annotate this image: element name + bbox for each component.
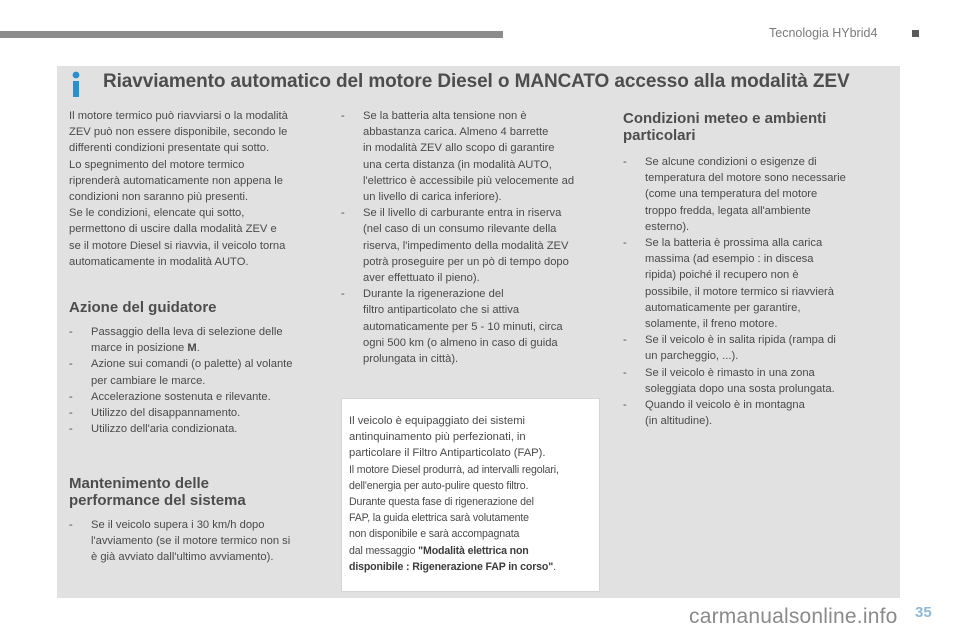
list-item [69,405,321,421]
bullet-dash: - [623,156,627,168]
weather-section [623,110,885,429]
list-item-line: esterno). [645,220,690,233]
list-item [69,421,321,437]
list-item [341,205,603,286]
driver-action-list [69,324,321,437]
list-item-line: in modalità ZEV allo scopo di garantire [363,142,555,155]
list-item-line: potrà proseguire per un pò di tempo dopo [363,255,569,268]
note-line: Durante questa fase di rigenerazione del [349,496,534,509]
list-item-line: è già avviato dall'ultimo avviamento). [91,551,274,564]
list-item-line: Se il veicolo è in salita ripida (rampa di [645,334,836,347]
bullet-dash: - [69,519,73,531]
performance-heading [69,475,321,509]
bullet-dash: - [69,423,73,436]
bullet-dash: - [623,399,627,412]
note-line: Il motore Diesel produrrà, ad intervalli regolari, [349,463,559,476]
header-rule [0,31,503,38]
list-item-line: un parcheggio, ...). [645,350,739,363]
list-item-line: Passaggio della leva di selezione delle [91,326,283,338]
fap-note-text [349,413,599,575]
list-item-line: possibile, il motore termico si riavvierà [645,285,835,298]
dashboard-message: "Modalità elettrica non [418,544,529,557]
bullet-dash: - [341,288,345,301]
list-item-line: Se la batteria è prossima alla carica [645,237,823,250]
list-item-line: Utilizzo dell'aria condizionata. [91,423,238,436]
intro-line: automaticamente in modalità AUTO. [69,255,249,268]
list-item-line: (in altitudine). [645,415,713,428]
list-item [623,332,885,364]
list-item [69,324,321,356]
list-item-line: Se il veicolo è rimasto in una zona [645,366,815,379]
note-line: non disponibile e sarà accompagnata [349,528,520,541]
list-item [623,365,885,397]
note-line: dell'energia per auto-pulire questo filtro. [349,479,529,492]
bullet-dash: - [341,207,345,220]
weather-list [623,154,885,429]
intro-line: riprenderà automaticamente non appena le [69,174,283,187]
gear-position-label: M [187,342,197,355]
list-item-line: Durante la rigenerazione del [363,288,504,301]
list-item-line: troppo fredda, legata all'ambiente [645,204,811,217]
list-item-line: aver effettuato il pieno). [363,272,480,285]
list-item [623,397,885,429]
intro-line: Lo spegnimento del motore termico [69,158,245,171]
dashboard-message: disponibile : Rigenerazione FAP in corso" [349,560,554,573]
list-item-line: massima (ad esempio : in discesa [645,253,814,266]
list-item-line: automaticamente per garantire, [645,301,801,314]
info-icon [65,66,87,98]
list-item [341,108,603,205]
list-item-line: Se il livello di carburante entra in riserva [363,207,562,220]
list-item-line: l'elettrico è accessibile più velocemente ad [363,174,575,187]
intro-line: se il motore Diesel si riavvia, il veicolo torna [69,239,286,252]
list-item-line: soleggiata dopo una sosta prolungata. [645,382,835,395]
bullet-dash: - [69,358,73,371]
list-item-line: abbastanza carica. Almeno 4 barrette [363,126,549,139]
bullet-dash: - [69,390,73,403]
note-line: antinquinamento più perfezionati, in [349,431,526,444]
list-item-line: automaticamente per 5 - 10 minuti, circa [363,320,563,333]
intro-line: ZEV può non essere disponibile, secondo le [69,126,288,139]
list-item-line: ogni 500 km (o almeno in caso di guida [363,336,558,349]
performance-section [69,475,321,566]
note-line: Il veicolo è equipaggiato dei sistemi [349,415,525,427]
section-title: Tecnologia HYbrid4 [769,26,878,40]
list-item [69,517,321,566]
note-line: particolare il Filtro Antiparticolato (FAP). [349,447,546,460]
page-number: 35 [915,604,932,621]
list-item-line: Azione sui comandi (o palette) al volante [91,358,293,371]
punctuation: . [196,342,200,355]
heading-line: Condizioni meteo e ambienti [623,110,827,127]
heading-line: performance del sistema [69,492,246,509]
list-item [623,235,885,332]
bullet-dash: - [623,334,627,347]
driver-action-heading: Azione del guidatore [69,299,217,316]
bullet-dash: - [69,326,73,338]
performance-list [69,517,321,566]
list-item-line: Quando il veicolo è in montagna [645,399,805,412]
list-item [69,356,321,388]
watermark: carmanualsonline.info [689,605,898,628]
bullet-dash: - [623,366,627,379]
note-line: dal messaggio [349,544,419,557]
list-item-line: un livello di carica inferiore). [363,191,502,204]
intro-line: Se le condizioni, elencate qui sotto, [69,207,245,220]
heading-line: Mantenimento delle [69,475,210,492]
list-item-line: filtro antiparticolato che si attiva [363,304,520,317]
list-item-line: Accelerazione sostenuta e rilevante. [91,390,271,403]
list-item-line: solamente, il freno motore. [645,318,778,331]
list-item-line: (come una temperatura del motore [645,188,818,201]
list-item-line: Se la batteria alta tensione non è [363,110,527,122]
weather-heading [623,110,885,144]
page-title: Riavviamento automatico del motore Diesel o MANCATO accesso alla modalità ZEV [103,71,850,92]
heading-line: particolari [623,127,696,144]
bullet-dash: - [69,407,73,420]
list-item-line: prolungata in città). [363,353,459,366]
list-item-line: temperatura del motore sono necessarie [645,172,846,185]
list-item-line: riserva, l'impedimento della modalità ZEV [363,239,569,252]
intro-paragraph [69,108,321,270]
list-item [341,286,603,367]
battery-conditions-section [341,108,603,367]
battery-conditions-list [341,108,603,367]
list-item-line: Se alcune condizioni o esigenze di [645,156,817,168]
intro-line: Il motore termico può riavviarsi o la modalità [69,110,288,122]
header-square-marker [912,30,919,37]
bullet-dash: - [623,237,627,250]
intro-line: differenti condizioni presentate qui sotto. [69,142,270,155]
bullet-dash: - [341,110,345,122]
list-item-line: per cambiare le marce. [91,374,206,387]
list-item-line: Se il veicolo supera i 30 km/h dopo [91,519,265,531]
note-line: FAP, la guida elettrica sarà volutamente [349,512,529,525]
list-item-line: marce in posizione [91,342,188,355]
list-item-line: (nel caso di un consumo rilevante della [363,223,557,236]
list-item-line: Utilizzo del disappannamento. [91,407,241,420]
list-item [69,389,321,405]
list-item [623,154,885,235]
punctuation: . [553,560,556,573]
driver-action-section [69,299,321,437]
list-item-line: una certa distanza (in modalità AUTO, [363,158,552,171]
intro-line: permettono di uscire dalla modalità ZEV e [69,223,277,236]
list-item-line: ripida) poiché il recupero non è [645,269,799,282]
list-item-line: l'avviamento (se il motore termico non si [91,535,291,548]
intro-line: condizioni non saranno più presenti. [69,191,249,204]
